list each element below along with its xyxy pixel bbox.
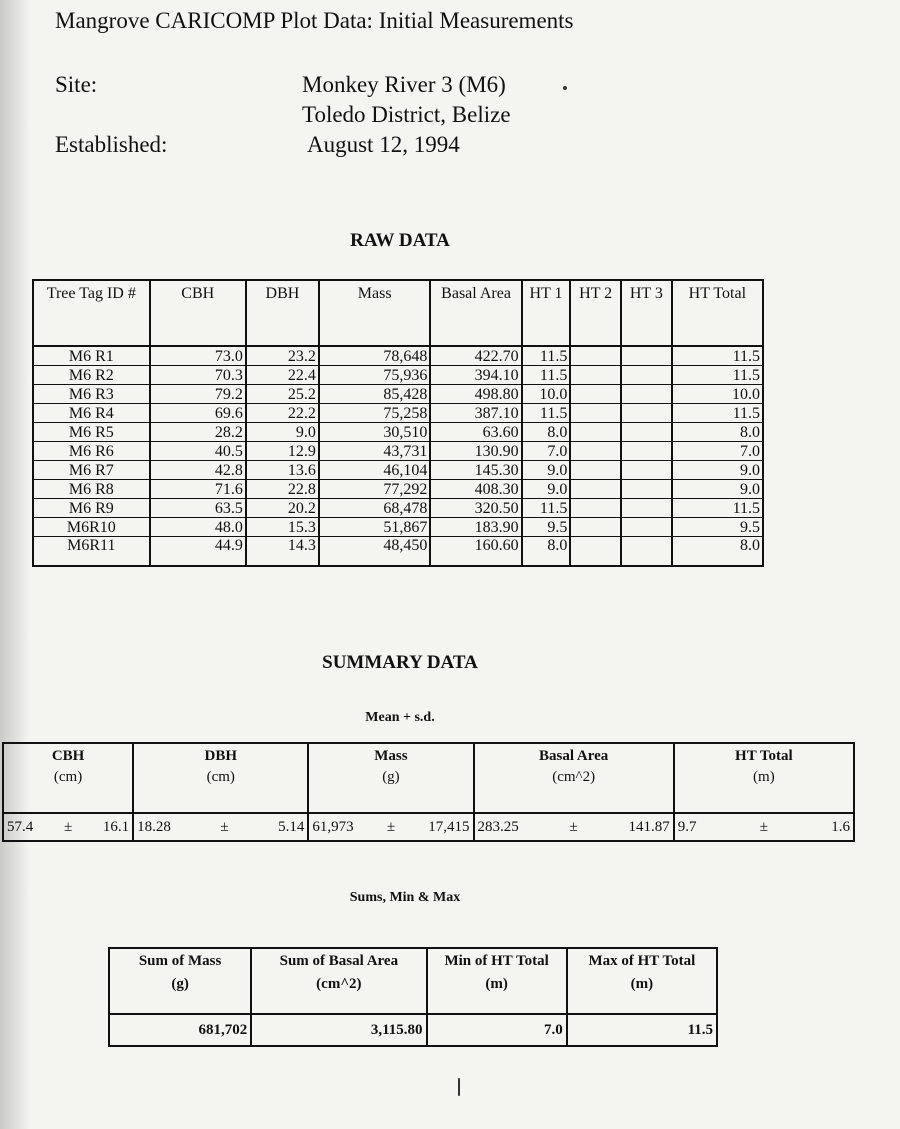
- data-cell: 11.5: [522, 366, 571, 385]
- plus-minus: ±: [386, 818, 396, 835]
- data-cell: [570, 518, 621, 537]
- data-cell: [621, 537, 672, 567]
- data-cell: 11.5: [672, 366, 763, 385]
- sums-col-header: [567, 948, 717, 1014]
- mean-value: 9.7: [677, 818, 697, 835]
- table-row: [33, 480, 763, 499]
- data-cell: 394.10: [430, 366, 521, 385]
- sums-values-row: [109, 1014, 717, 1046]
- mean-sd-pair: [7, 819, 129, 836]
- data-cell: [621, 423, 672, 442]
- data-cell: 8.0: [672, 423, 763, 442]
- raw-header-row: [33, 280, 763, 346]
- data-cell: 20.2: [246, 499, 319, 518]
- raw-col-header: DBH: [246, 280, 319, 346]
- data-cell: 11.5: [522, 404, 571, 423]
- summary-value-cell: [474, 813, 674, 841]
- data-cell: 408.30: [430, 480, 521, 499]
- data-cell: 68,478: [319, 499, 431, 518]
- tree-tag-cell: M6 R3: [33, 385, 150, 404]
- sums-value-cell: 681,702: [109, 1014, 251, 1046]
- sd-value: 5.14: [278, 818, 305, 835]
- raw-data-table: [32, 279, 764, 567]
- established-date: August 12, 1994: [307, 132, 460, 157]
- data-cell: 11.5: [672, 499, 763, 518]
- raw-col-header: Basal Area: [430, 280, 521, 346]
- sums-col-unit: (cm^2): [316, 976, 362, 992]
- data-cell: 8.0: [522, 537, 571, 567]
- data-cell: 15.3: [246, 518, 319, 537]
- sums-col-header: [427, 948, 567, 1014]
- data-cell: 25.2: [246, 385, 319, 404]
- summary-col-name: HT Total: [735, 748, 793, 764]
- summary-col-name: Mass: [374, 748, 408, 764]
- data-cell: 48,450: [319, 537, 431, 567]
- plus-minus: ±: [220, 818, 229, 835]
- data-cell: 9.5: [672, 518, 763, 537]
- summary-col-header: [308, 743, 473, 813]
- data-cell: 160.60: [430, 537, 521, 567]
- tree-tag-cell: M6 R7: [33, 461, 150, 480]
- data-cell: [621, 461, 672, 480]
- data-cell: 40.5: [150, 442, 246, 461]
- data-cell: 9.0: [672, 480, 763, 499]
- sums-col-name: Min of HT Total: [444, 953, 549, 969]
- data-cell: 8.0: [522, 423, 571, 442]
- data-cell: 63.5: [150, 499, 246, 518]
- summary-col-header: [133, 743, 308, 813]
- raw-col-header: HT 2: [570, 280, 621, 346]
- summary-col-name: DBH: [204, 748, 237, 764]
- summary-col-name: Basal Area: [538, 748, 609, 764]
- mean-value: 283.25: [477, 818, 519, 835]
- data-cell: [621, 366, 672, 385]
- summary-col-header: [474, 743, 674, 813]
- tree-tag-cell: M6R10: [33, 518, 150, 537]
- raw-col-header: HT 3: [621, 280, 672, 346]
- data-cell: 42.8: [150, 461, 246, 480]
- data-cell: 22.4: [246, 366, 319, 385]
- sums-value-cell: 7.0: [427, 1014, 567, 1046]
- table-row: [33, 442, 763, 461]
- sums-value-cell: 3,115.80: [251, 1014, 426, 1046]
- plus-minus: ±: [569, 818, 578, 835]
- data-cell: [621, 404, 672, 423]
- sd-value: 141.87: [628, 818, 670, 835]
- data-cell: [570, 385, 621, 404]
- data-cell: [570, 499, 621, 518]
- data-cell: 73.0: [150, 346, 246, 366]
- mean-sd-pair: [312, 819, 469, 836]
- tree-tag-cell: M6R11: [33, 537, 150, 567]
- table-row: [33, 518, 763, 537]
- data-cell: 30,510: [319, 423, 431, 442]
- sums-col-header: [109, 948, 251, 1014]
- table-row: [33, 461, 763, 480]
- sums-col-unit: (g): [171, 976, 189, 992]
- summary-col-header: [674, 743, 854, 813]
- site-name: Monkey River 3 (M6): [302, 72, 506, 97]
- data-cell: 9.5: [522, 518, 571, 537]
- data-cell: [570, 346, 621, 366]
- data-cell: 22.2: [246, 404, 319, 423]
- page-title: Mangrove CARICOMP Plot Data: Initial Measurements: [55, 8, 574, 33]
- scan-mark: [458, 1078, 460, 1096]
- mean-sd-pair: [137, 819, 304, 836]
- mean-value: 61,973: [312, 818, 354, 835]
- data-cell: 85,428: [319, 385, 431, 404]
- tree-tag-cell: M6 R5: [33, 423, 150, 442]
- data-cell: 75,936: [319, 366, 431, 385]
- data-cell: 320.50: [430, 499, 521, 518]
- data-cell: 63.60: [430, 423, 521, 442]
- summary-value-cell: [3, 813, 133, 841]
- table-row: [33, 366, 763, 385]
- sums-col-name: Max of HT Total: [588, 953, 696, 969]
- data-cell: 9.0: [522, 461, 571, 480]
- summary-value-cell: [308, 813, 473, 841]
- summary-value-cell: [133, 813, 308, 841]
- data-cell: 422.70: [430, 346, 521, 366]
- summary-table: [2, 742, 855, 842]
- data-cell: 387.10: [430, 404, 521, 423]
- data-cell: [570, 537, 621, 567]
- mean-value: 18.28: [137, 818, 171, 835]
- summary-col-unit: (cm): [53, 769, 83, 785]
- data-cell: [570, 366, 621, 385]
- scan-edge-shadow: [0, 0, 30, 1129]
- established-label: Established:: [55, 132, 168, 157]
- sd-value: 1.6: [831, 818, 850, 835]
- data-cell: 11.5: [672, 346, 763, 366]
- data-cell: [570, 423, 621, 442]
- data-cell: 78,648: [319, 346, 431, 366]
- data-cell: 44.9: [150, 537, 246, 567]
- tree-tag-cell: M6 R2: [33, 366, 150, 385]
- sd-value: 16.1: [102, 818, 130, 835]
- data-cell: [621, 442, 672, 461]
- site-label: Site:: [55, 72, 98, 97]
- data-cell: 70.3: [150, 366, 246, 385]
- data-cell: [570, 442, 621, 461]
- tree-tag-cell: M6 R9: [33, 499, 150, 518]
- summary-values-row: [3, 813, 854, 841]
- data-cell: 13.6: [246, 461, 319, 480]
- raw-col-header: CBH: [150, 280, 246, 346]
- mean-value: 57.4: [7, 818, 34, 835]
- scan-speck: [563, 86, 567, 90]
- summary-col-header: [3, 743, 133, 813]
- data-cell: [621, 499, 672, 518]
- data-cell: 71.6: [150, 480, 246, 499]
- tree-tag-cell: M6 R8: [33, 480, 150, 499]
- data-cell: 9.0: [246, 423, 319, 442]
- mean-sd-pair: [478, 819, 670, 836]
- sums-col-name: Sum of Basal Area: [279, 953, 399, 969]
- data-cell: 8.0: [672, 537, 763, 567]
- data-cell: 75,258: [319, 404, 431, 423]
- data-cell: 9.0: [672, 461, 763, 480]
- data-cell: 7.0: [672, 442, 763, 461]
- summary-header-row: [3, 743, 854, 813]
- data-cell: 498.80: [430, 385, 521, 404]
- summary-col-unit: (cm): [206, 769, 235, 785]
- tree-tag-cell: M6 R1: [33, 346, 150, 366]
- summary-col-name: CBH: [51, 748, 85, 764]
- summary-col-unit: (m): [753, 769, 775, 785]
- sums-col-name: Sum of Mass: [138, 953, 222, 969]
- summary-value-cell: [674, 813, 854, 841]
- raw-col-header: Tree Tag ID #: [33, 280, 150, 346]
- data-cell: 10.0: [672, 385, 763, 404]
- summary-subheading: Mean + s.d.: [365, 710, 435, 725]
- tree-tag-cell: M6 R6: [33, 442, 150, 461]
- data-cell: 10.0: [522, 385, 571, 404]
- data-cell: 48.0: [150, 518, 246, 537]
- sums-col-unit: (m): [630, 976, 654, 992]
- sums-col-header: [251, 948, 426, 1014]
- summary-col-unit: (cm^2): [552, 769, 596, 785]
- sums-col-unit: (m): [485, 976, 508, 992]
- data-cell: 145.30: [430, 461, 521, 480]
- data-cell: 14.3: [246, 537, 319, 567]
- data-cell: 11.5: [522, 346, 571, 366]
- sd-value: 17,415: [428, 818, 470, 835]
- data-cell: [621, 385, 672, 404]
- table-row: [33, 385, 763, 404]
- data-cell: [621, 518, 672, 537]
- summary-heading: SUMMARY DATA: [322, 652, 478, 673]
- tree-tag-cell: M6 R4: [33, 404, 150, 423]
- data-cell: 79.2: [150, 385, 246, 404]
- sums-value-cell: 11.5: [567, 1014, 717, 1046]
- site-location: Toledo District, Belize: [302, 102, 511, 127]
- raw-col-header: Mass: [319, 280, 431, 346]
- table-row: [33, 499, 763, 518]
- data-cell: 23.2: [246, 346, 319, 366]
- raw-col-header: HT Total: [672, 280, 763, 346]
- data-cell: [570, 461, 621, 480]
- table-row: [33, 537, 763, 567]
- sums-table: [108, 947, 718, 1047]
- data-cell: 11.5: [672, 404, 763, 423]
- mean-sd-pair: [678, 819, 850, 836]
- data-cell: 11.5: [522, 499, 571, 518]
- raw-data-heading: RAW DATA: [350, 230, 450, 251]
- data-cell: 43,731: [319, 442, 431, 461]
- plus-minus: ±: [63, 818, 73, 835]
- data-cell: 183.90: [430, 518, 521, 537]
- table-row: [33, 404, 763, 423]
- summary-col-unit: (g): [382, 769, 400, 785]
- data-cell: 22.8: [246, 480, 319, 499]
- data-cell: [570, 480, 621, 499]
- data-cell: 9.0: [522, 480, 571, 499]
- table-row: [33, 346, 763, 366]
- data-cell: [570, 404, 621, 423]
- sums-header-row: [109, 948, 717, 1014]
- data-cell: [621, 346, 672, 366]
- raw-col-header: HT 1: [522, 280, 571, 346]
- data-cell: 7.0: [522, 442, 571, 461]
- data-cell: 77,292: [319, 480, 431, 499]
- data-cell: 12.9: [246, 442, 319, 461]
- table-row: [33, 423, 763, 442]
- sums-heading: Sums, Min & Max: [349, 890, 461, 905]
- plus-minus: ±: [759, 818, 768, 835]
- data-cell: 130.90: [430, 442, 521, 461]
- data-cell: 51,867: [319, 518, 431, 537]
- data-cell: 69.6: [150, 404, 246, 423]
- data-cell: 46,104: [319, 461, 431, 480]
- data-cell: [621, 480, 672, 499]
- data-cell: 28.2: [150, 423, 246, 442]
